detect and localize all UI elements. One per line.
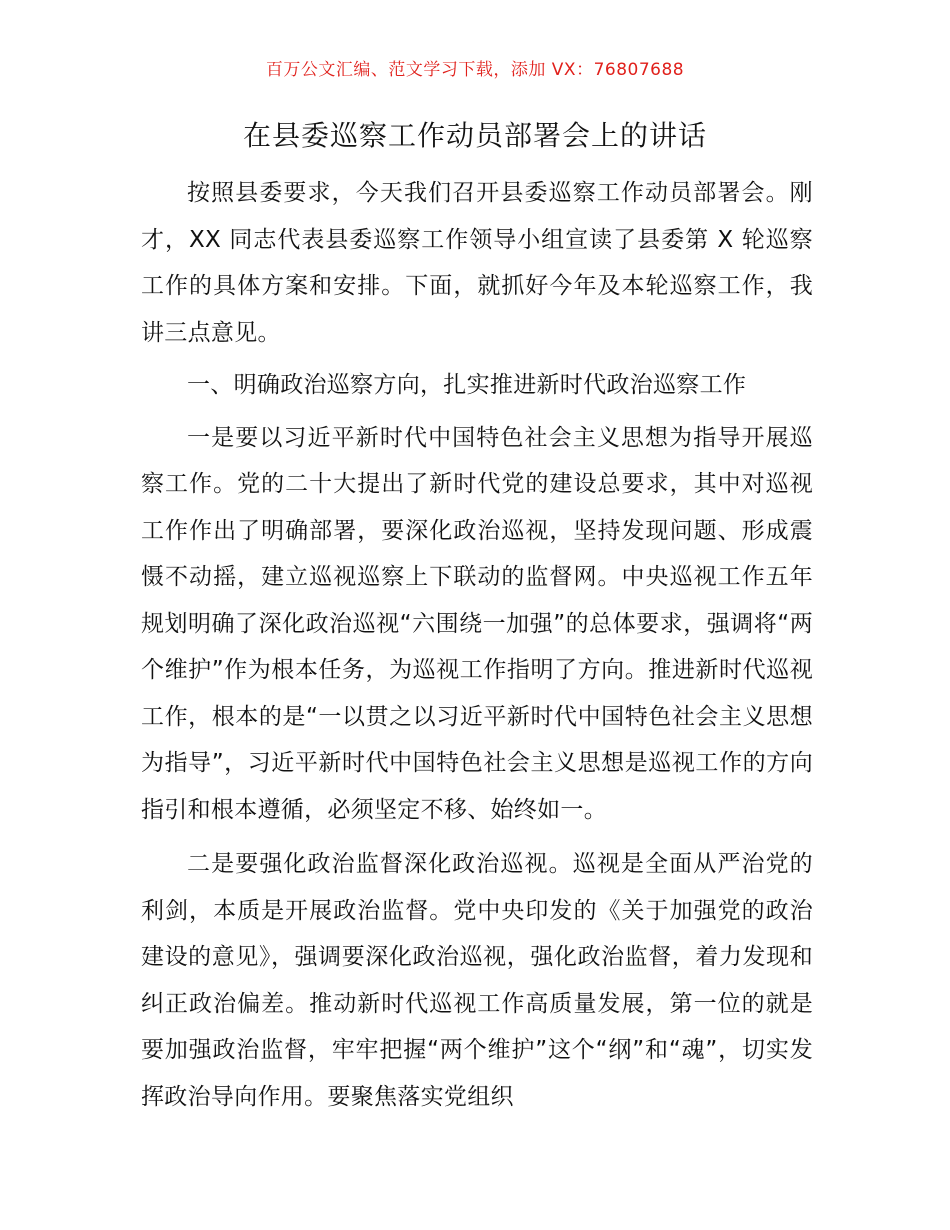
section-heading: 一、明确政治巡察方向，扎实推进新时代政治巡察工作 xyxy=(187,372,747,398)
document-body xyxy=(141,170,813,1120)
intro-paragraph: 按照县委要求，今天我们召开县委巡察工作动员部署会。刚才，XX 同志代表县委巡察工作领导小组宣读了县委第 X 轮巡察工作的具体方案和安排。下面，就抓好今年及本轮巡察工作，我讲三点意见。 xyxy=(141,180,813,346)
body-paragraph: 一是要以习近平新时代中国特色社会主义思想为指导开展巡察工作。党的二十大提出了新时代党的建设总要求，其中对巡视工作作出了明确部署，要深化政治巡视，坚持发现问题、形成震慑不动摇，建立巡视巡察上下联动的监督网。中央巡视工作五年规划明确了深化政治巡视“六围绕一加强”的总体要求，强调将“两个维护”作为根本任务，为巡视工作指明了方向。推进新时代巡视工作，根本的是“一以贯之以习近平新时代中国特色社会主义思想为指导”，习近平新时代中国特色社会主义思想是巡视工作的方向指引和根本遵循，必须坚定不移、始终如一。 xyxy=(141,424,813,823)
body-paragraph: 二是要强化政治监督深化政治巡视。巡视是全面从严治党的利剑，本质是开展政治监督。党中央印发的《关于加强党的政治建设的意见》，强调要深化政治巡视，强化政治监督，着力发现和纠正政治偏差。推动新时代巡视工作高质量发展，第一位的就是要加强政治监督，牢牢把握“两个维护”这个“纲”和“魂”，切实发挥政治导向作用。要聚焦落实党组织 xyxy=(141,851,813,1110)
watermark-banner: 百万公文汇编、范文学习下载，添加 VX：76807688 xyxy=(265,60,685,80)
page-title: 在县委巡察工作动员部署会上的讲话 xyxy=(242,119,707,152)
